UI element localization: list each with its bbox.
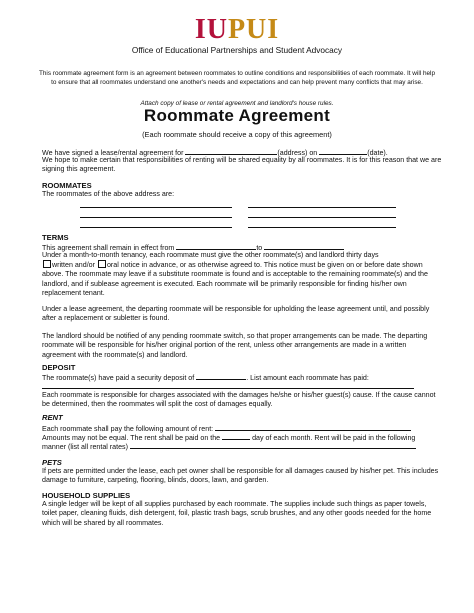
terms-line-3	[42, 260, 442, 299]
rent-text-2a: Amounts may not be equal. The rent shall be paid on the	[42, 434, 221, 442]
logo-text-iu: IU	[194, 14, 228, 45]
address-field[interactable]	[185, 147, 277, 155]
rent-text-3: manner (list all rental rates)	[42, 443, 128, 451]
opening-text-b: (address) on	[277, 149, 318, 157]
copy-note: (Each roommate should receive a copy of this agreement)	[142, 130, 332, 139]
terms-text-from: This agreement shall remain in effect from	[42, 244, 175, 252]
intro-paragraph: This roommate agreement form is an agreement between roommates to outline conditions and responsibilities of each roommate. It will help to ensure that all roommates understand one another's needs and expectations and can help prevent many conflicts that may arise.	[38, 70, 436, 87]
rent-heading: RENT	[42, 413, 63, 422]
deposit-paragraph: Each roommate is responsible for charges associated with the damages he/she or his/her guest(s) cause. If the cause cannot be determined, then the roommates will split the cost of damages equally.	[42, 391, 436, 409]
iupui-logo	[0, 16, 474, 44]
term-end-field[interactable]	[264, 242, 344, 250]
logo-text-pui: PUI	[227, 14, 280, 45]
roommate-name-field-6[interactable]	[248, 227, 396, 228]
terms-paragraph-3: The landlord should be notified of any pending roommate switch, so that proper arrangements can be made. The departing roommate will be responsible for his/her original portion of the rent, unless other arrangements are made in a written agreement with the roommate(s) and landlord.	[42, 332, 428, 359]
terms-text-written: written and/or	[52, 261, 95, 269]
deposit-text-b: . List amount each roommate has paid:	[246, 374, 369, 382]
pets-heading: PETS	[42, 458, 62, 467]
roommates-heading: ROOMMATES	[42, 181, 92, 190]
roommate-name-field-4[interactable]	[248, 217, 396, 218]
attach-note: Attach copy of lease or rental agreement and landlord's house rules.	[140, 100, 334, 107]
household-supplies-heading: HOUSEHOLD SUPPLIES	[42, 491, 131, 500]
oral-notice-checkbox[interactable]	[98, 260, 106, 268]
opening-paragraph: We hope to make certain that responsibilities of renting will be shared equality by all roommates. It is for this reason that we are signing this agreement.	[42, 156, 442, 174]
written-notice-checkbox[interactable]	[43, 260, 51, 268]
roommate-name-field-3[interactable]	[80, 217, 232, 218]
roommates-text: The roommates of the above address are:	[42, 190, 175, 198]
deposit-line	[42, 372, 442, 383]
pets-paragraph: If pets are permitted under the lease, each pet owner shall be responsible for all damages caused by his/her pet. This includes damage to furniture, carpeting, flooring, blinds, doors, lawn, and garden.	[42, 467, 439, 485]
terms-text-to: to	[256, 244, 263, 252]
rent-line-3	[42, 441, 442, 452]
roommate-name-field-5[interactable]	[80, 227, 232, 228]
rent-text-2b: day of each month. Rent will be paid in the following	[252, 434, 416, 442]
deposit-heading: DEPOSIT	[42, 363, 76, 372]
household-supplies-paragraph: A single ledger will be kept of all supplies purchased by each roommate. The supplies include such things as paper towels, toilet paper, cleaning fluids, dish detergent, foil, plastic trash bags, scrub brushes, and any other goods needed for the home which will be shared by all roommates.	[42, 500, 432, 527]
terms-line-2: Under a month-to-month tenancy, each roommate must give the other roommate(s) and landlord thirty days	[42, 251, 379, 259]
term-start-field[interactable]	[176, 242, 256, 250]
date-field[interactable]	[319, 147, 367, 155]
terms-text-oral: oral notice in advance, or as otherwise agreed to. This notice must be given on or before date shown above. The roommate may leave if a substitute roommate is found and is acceptable to the remaining roommate(s) and the landlord, and if sublease agreement is executed. Each roommate will be primarily responsible for finding his/her own replacement tenant.	[42, 261, 428, 298]
opening-text-c: (date).	[367, 149, 388, 157]
deposit-text-a: The roommate(s) have paid a security deposit of	[42, 374, 195, 382]
opening-text-a: We have signed a lease/rental agreement for	[42, 149, 184, 157]
office-name: Office of Educational Partnerships and Student Advocacy	[131, 45, 343, 55]
roommate-name-field-1[interactable]	[80, 207, 232, 208]
deposit-amounts-field[interactable]	[42, 388, 414, 389]
rental-rates-field[interactable]	[130, 441, 416, 449]
terms-paragraph-2: Under a lease agreement, the departing roommate will be responsible for upholding the lease agreement until, and possibly after a replacement or subletter is found.	[42, 305, 430, 323]
terms-heading: TERMS	[42, 233, 69, 242]
page-title: Roommate Agreement	[143, 106, 331, 125]
roommate-name-field-2[interactable]	[248, 207, 396, 208]
rent-text-1: Each roommate shall pay the following amount of rent:	[42, 425, 214, 433]
security-deposit-field[interactable]	[196, 372, 246, 380]
rent-day-field[interactable]	[222, 432, 250, 440]
rent-amount-field[interactable]	[215, 423, 411, 431]
